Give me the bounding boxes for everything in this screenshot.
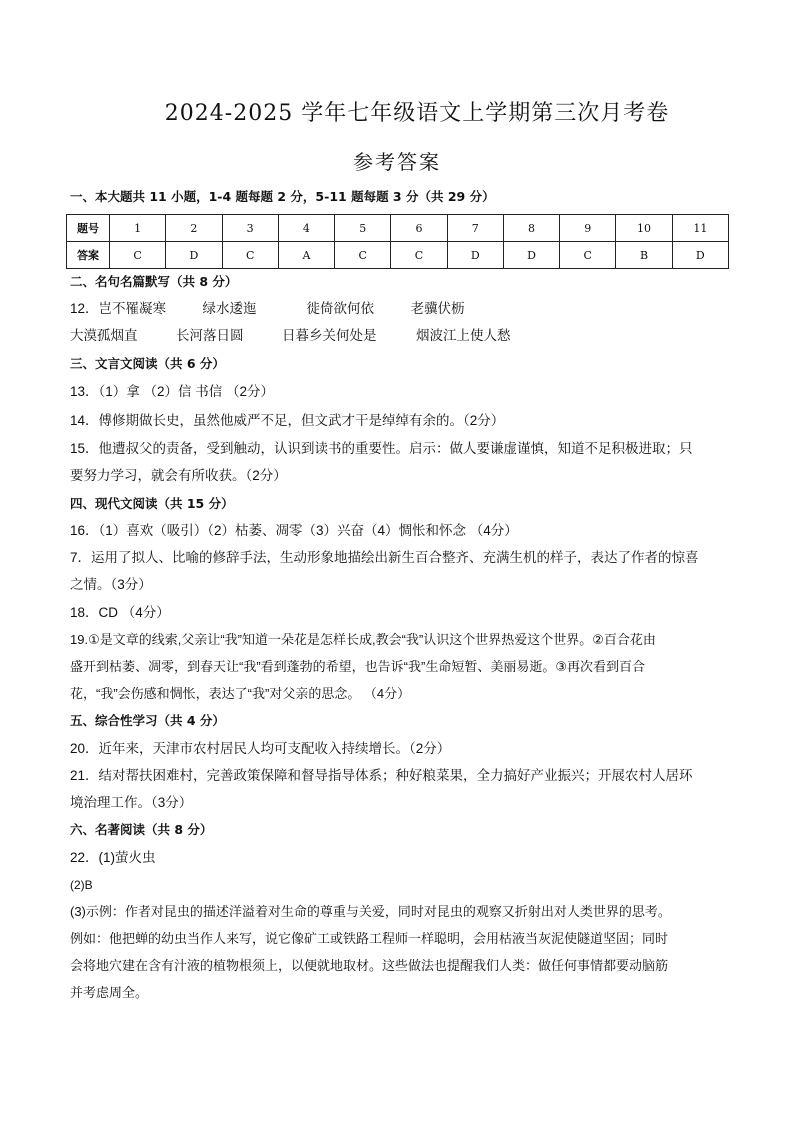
answer-cell: C [391,242,447,269]
q12-answer: 岂不罹凝寒 [98,301,167,316]
q22-3-answer-line2: 例如：他把蝉的幼虫当作人来写，说它像矿工或铁路工程师一样聪明，会用枯液当灰泥使隧道坚固；同时 [70,931,669,946]
answer-cell: B [616,242,672,269]
question-number: 2 [166,215,222,242]
q12-answer: 长河落日圆 [176,328,244,343]
table-row [67,242,729,269]
q19-answer-line1: 19.①是文章的线索,父亲让“我”知道一朵花是怎样长成,教会“我”认识这个世界热爱这个世界。②百合花由 [70,632,656,647]
answer-cell: D [503,242,559,269]
section5-heading: 五、综合性学习（共 4 分） [70,713,225,728]
q15-answer-line2: 要努力学习，就会有所收获。（2分） [70,468,287,483]
q12-answer: 绿水逶迤 [202,301,257,316]
question-number: 4 [278,215,334,242]
q21-answer-line1: 21．结对帮扶困难村，完善政策保障和督导指导体系；种好粮菜果，全力搞好产业振兴；开展农村人居环 [70,768,693,783]
q20-answer: 20．近年来，天津市农村居民人均可支配收入持续增长。（2分） [70,741,451,756]
q12-answer: 日暮乡关何处是 [282,328,377,343]
row-label: 题号 [67,215,110,242]
answer-cell: C [110,242,166,269]
table-row [67,215,729,242]
q19-answer-line3: 花，“我”会伤感和惆怅，表达了“我”对父亲的思念。 （4分） [70,686,411,701]
question-number: 8 [503,215,559,242]
section4-heading: 四、现代文阅读（共 15 分） [70,496,234,511]
q18-answer: 18．CD （4分） [70,605,170,620]
q12-line1 [70,300,750,318]
section1-heading: 一、本大题共 11 小题，1-4 题每题 2 分，5-11 题每题 3 分（共 29 分） [70,189,495,204]
question-number: 1 [110,215,166,242]
q12-line2 [70,327,750,345]
question-number: 3 [222,215,278,242]
q22-3-answer-line3: 会将地穴建在含有汁液的植物根须上，以便就地取材。这些做法也提醒我们人类：做任何事情都要动脑筋 [70,958,669,973]
q12-answer: 大漠孤烟直 [70,328,138,343]
answer-cell: C [335,242,391,269]
question-number: 10 [616,215,672,242]
question-number: 6 [391,215,447,242]
section3-heading: 三、文言文阅读（共 6 分） [70,356,225,371]
answer-cell: D [447,242,503,269]
page-subtitle: 参考答案 [353,150,441,174]
answer-cell: D [166,242,222,269]
answer-cell: A [278,242,334,269]
q17-answer-line1: 7．运用了拟人、比喻的修辞手法，生动形象地描绘出新生百合整齐、充满生机的样子，表达了作者的惊喜 [70,550,699,565]
q16-answer: 16．（1）喜欢（吸引）（2）枯萎、凋零（3）兴奋（4）惆怅和怀念 （4分） [70,523,518,538]
question-number: 9 [560,215,616,242]
question-number: 5 [335,215,391,242]
answer-cell: C [560,242,616,269]
q12-answer: 徙倚欲何依 [306,301,375,316]
q22-3-answer-line1: (3)示例：作者对昆虫的描述洋溢着对生命的尊重与关爱，同时对昆虫的观察又折射出对人类世界的思考。 [70,904,671,919]
answer-cell: D [672,242,728,269]
question-number: 7 [447,215,503,242]
q19-answer-line2: 盛开到枯萎、凋零，到春天让“我”看到蓬勃的希望，也告诉“我”生命短暂、美丽易逝。③再次看到百合 [70,659,645,674]
q12-answer: 烟波江上使人愁 [416,328,511,343]
q13-answer: 13．（1）拿 （2）信 书信 （2分） [70,384,275,399]
q12-answer: 老骥伏枥 [410,301,465,316]
section2-heading: 二、名句名篇默写（共 8 分） [70,274,238,289]
answer-cell: C [222,242,278,269]
section6-heading: 六、名著阅读（共 8 分） [70,822,213,837]
q22-1-answer: 22．(1)萤火虫 [70,850,156,865]
q12-prefix: 12． [70,301,99,316]
question-number: 11 [672,215,728,242]
row-label: 答案 [67,242,110,269]
page-title: 2024-2025 学年七年级语文上学期第三次月考卷 [164,101,670,126]
q21-answer-line2: 境治理工作。（3分） [70,795,193,810]
q22-2-answer: (2)B [70,878,93,892]
q22-3-answer-line4: 并考虑周全。 [70,985,149,1000]
answer-table [66,214,729,269]
q17-answer-line2: 之情。（3分） [70,577,152,592]
q15-answer-line1: 15．他遭叔父的责备，受到触动，认识到读书的重要性。启示：做人要谦虚谨慎，知道不足积极进取；只 [70,441,693,456]
q14-answer: 14．傅修期做长史，虽然他威严不足，但文武才干是绰绰有余的。（2分） [70,413,505,428]
